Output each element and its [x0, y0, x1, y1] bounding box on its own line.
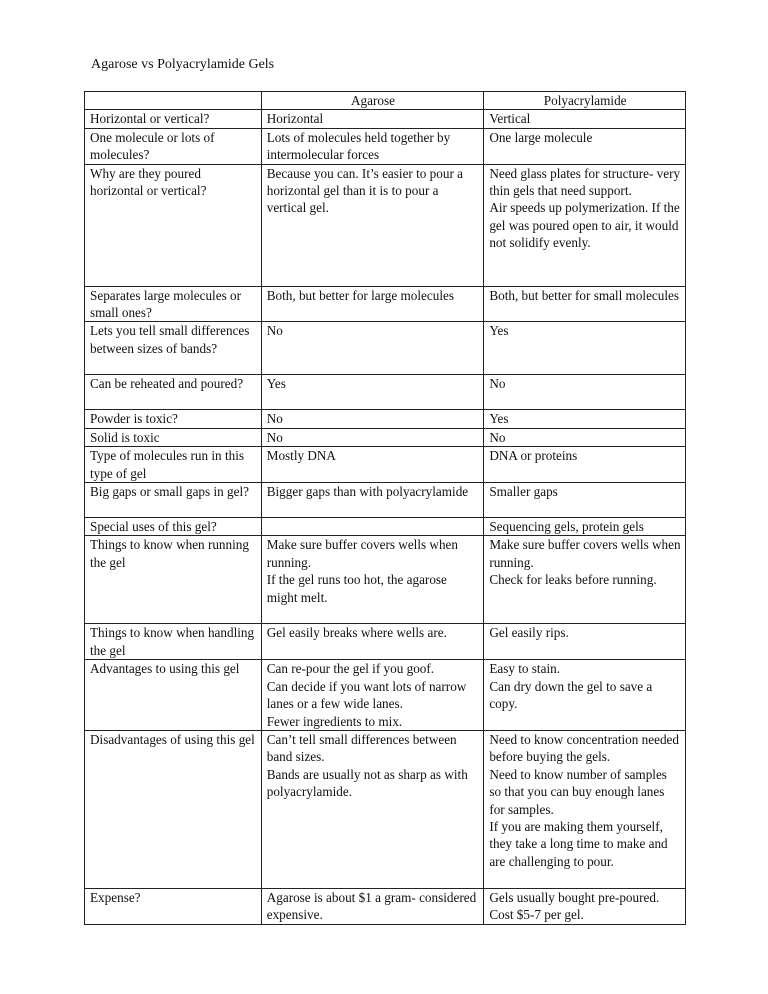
cell-text: Disadvantages of using this gel	[90, 731, 255, 747]
table-row	[85, 624, 686, 660]
cell-text: Gels usually bought pre-poured. Cost $5-7 per gel.	[489, 889, 660, 923]
polyacrylamide-cell	[484, 375, 686, 410]
table-row	[85, 110, 686, 128]
agarose-cell	[261, 730, 484, 888]
header-cell-blank	[85, 92, 262, 110]
agarose-cell	[261, 110, 484, 128]
header-cell-agarose: Agarose	[261, 92, 484, 110]
polyacrylamide-cell	[484, 286, 686, 322]
cell-text: No	[489, 376, 506, 392]
agarose-cell	[261, 164, 484, 286]
question-cell	[85, 483, 262, 518]
cell-text: Horizontal or vertical?	[90, 111, 210, 127]
table-row	[85, 518, 686, 536]
cell-text: Check for leaks before running.	[489, 572, 657, 588]
cell-text: Yes	[489, 411, 509, 427]
table-row	[85, 375, 686, 410]
cell-text: Yes	[489, 323, 509, 339]
polyacrylamide-cell	[484, 322, 686, 375]
question-cell	[85, 410, 262, 428]
cell-text: Make sure buffer covers wells when running.	[266, 537, 458, 570]
cell-text: Gel easily breaks where wells are.	[266, 625, 447, 641]
cell-text: Powder is toxic?	[90, 411, 178, 427]
cell-text: Sequencing gels, protein gels	[489, 519, 644, 535]
table-row	[85, 483, 686, 518]
cell-text: Need glass plates for structure- very thin gels that need support.	[489, 165, 681, 199]
agarose-cell	[261, 536, 484, 624]
question-cell	[85, 428, 262, 446]
polyacrylamide-cell	[484, 730, 686, 888]
cell-text: Can’t tell small differences between band sizes.	[266, 731, 457, 765]
cell-text: No	[266, 411, 283, 427]
cell-text: Expense?	[90, 889, 141, 905]
comparison-table	[84, 91, 686, 925]
cell-text: Why are they poured horizontal or vertical?	[90, 165, 207, 199]
agarose-cell	[261, 660, 484, 731]
cell-text: Things to know when running the gel	[90, 537, 249, 570]
agarose-cell	[261, 322, 484, 375]
question-cell	[85, 164, 262, 286]
polyacrylamide-cell	[484, 128, 686, 164]
polyacrylamide-cell	[484, 888, 686, 924]
polyacrylamide-cell	[484, 518, 686, 536]
question-cell	[85, 447, 262, 483]
agarose-cell	[261, 375, 484, 410]
agarose-cell	[261, 888, 484, 924]
cell-text: Bigger gaps than with polyacrylamide	[266, 484, 469, 500]
cell-text: Can be reheated and poured?	[90, 376, 244, 392]
question-cell	[85, 375, 262, 410]
cell-text: Both, but better for large molecules	[266, 287, 454, 303]
cell-text: One large molecule	[489, 129, 593, 145]
table-row	[85, 730, 686, 888]
cell-text: One molecule or lots of molecules?	[90, 129, 215, 163]
cell-text: Separates large molecules or small ones?	[90, 287, 241, 321]
cell-text: Big gaps or small gaps in gel?	[90, 484, 249, 500]
question-cell	[85, 518, 262, 536]
agarose-cell	[261, 410, 484, 428]
cell-text: Lets you tell small differences between sizes of bands?	[90, 323, 250, 356]
table-row	[85, 286, 686, 322]
question-cell	[85, 536, 262, 624]
agarose-cell	[261, 483, 484, 518]
table-row	[85, 536, 686, 624]
question-cell	[85, 322, 262, 375]
polyacrylamide-cell	[484, 164, 686, 286]
agarose-cell	[261, 428, 484, 446]
polyacrylamide-cell	[484, 110, 686, 128]
cell-text: Lots of molecules held together by intermolecular forces	[266, 129, 451, 163]
table-header-row	[85, 92, 686, 110]
cell-text: If the gel runs too hot, the agarose might melt.	[266, 572, 447, 605]
cell-text: Solid is toxic	[90, 429, 160, 445]
cell-text: Easy to stain.	[489, 661, 561, 677]
cell-text: Type of molecules run in this type of gel	[90, 448, 244, 481]
cell-text: Vertical	[489, 111, 531, 127]
cell-text: Yes	[266, 376, 286, 392]
table-row	[85, 447, 686, 483]
cell-text: Need to know concentration needed before buying the gels.	[489, 731, 679, 765]
table-row	[85, 428, 686, 446]
table-row	[85, 660, 686, 731]
cell-text: No	[266, 429, 283, 445]
question-cell	[85, 660, 262, 731]
agarose-cell	[261, 624, 484, 660]
polyacrylamide-cell	[484, 536, 686, 624]
cell-text: Both, but better for small molecules	[489, 287, 680, 303]
table-row	[85, 888, 686, 924]
question-cell	[85, 624, 262, 660]
table-row	[85, 410, 686, 428]
agarose-cell	[261, 128, 484, 164]
cell-text: Can re-pour the gel if you goof.	[266, 661, 435, 677]
polyacrylamide-cell	[484, 428, 686, 446]
agarose-cell	[261, 447, 484, 483]
header-cell-polyacrylamide: Polyacrylamide	[484, 92, 686, 110]
question-cell	[85, 110, 262, 128]
cell-text: Horizontal	[266, 111, 324, 127]
cell-text: Agarose is about $1 a gram- considered expensive.	[266, 889, 477, 923]
cell-text: Smaller gaps	[489, 484, 558, 500]
table-row	[85, 164, 686, 286]
polyacrylamide-cell	[484, 447, 686, 483]
cell-text: No	[489, 429, 506, 445]
cell-text: No	[266, 323, 283, 339]
table-row	[85, 128, 686, 164]
cell-text: Mostly DNA	[266, 448, 336, 464]
table-row	[85, 322, 686, 375]
cell-text: Air speeds up polymerization. If the gel was poured open to air, it would not solidify evenly.	[489, 200, 680, 251]
cell-text: Fewer ingredients to mix.	[266, 713, 403, 729]
cell-text: Bands are usually not as sharp as with polyacrylamide.	[266, 766, 468, 800]
cell-text: Make sure buffer covers wells when running.	[489, 537, 681, 570]
cell-text: If you are making them yourself, they take a long time to make and are challenging to pour.	[489, 818, 668, 869]
cell-text: Things to know when handling the gel	[90, 625, 255, 658]
cell-text: Gel easily rips.	[489, 625, 569, 641]
agarose-cell	[261, 286, 484, 322]
question-cell	[85, 128, 262, 164]
polyacrylamide-cell	[484, 624, 686, 660]
cell-text: Special uses of this gel?	[90, 519, 217, 535]
question-cell	[85, 888, 262, 924]
question-cell	[85, 730, 262, 888]
cell-text: Can dry down the gel to save a copy.	[489, 678, 653, 712]
question-cell	[85, 286, 262, 322]
polyacrylamide-cell	[484, 483, 686, 518]
polyacrylamide-cell	[484, 660, 686, 731]
cell-text: Can decide if you want lots of narrow lanes or a few wide lanes.	[266, 678, 467, 712]
cell-text: DNA or proteins	[489, 448, 578, 464]
cell-text: Need to know number of samples so that you can buy enough lanes for samples.	[489, 766, 667, 817]
document-title: Agarose vs Polyacrylamide Gels	[91, 57, 275, 72]
cell-text: Because you can. It’s easier to pour a horizontal gel than it is to pour a vertical gel.	[266, 165, 463, 216]
cell-text: Advantages to using this gel	[90, 661, 240, 677]
polyacrylamide-cell	[484, 410, 686, 428]
agarose-cell	[261, 518, 484, 536]
